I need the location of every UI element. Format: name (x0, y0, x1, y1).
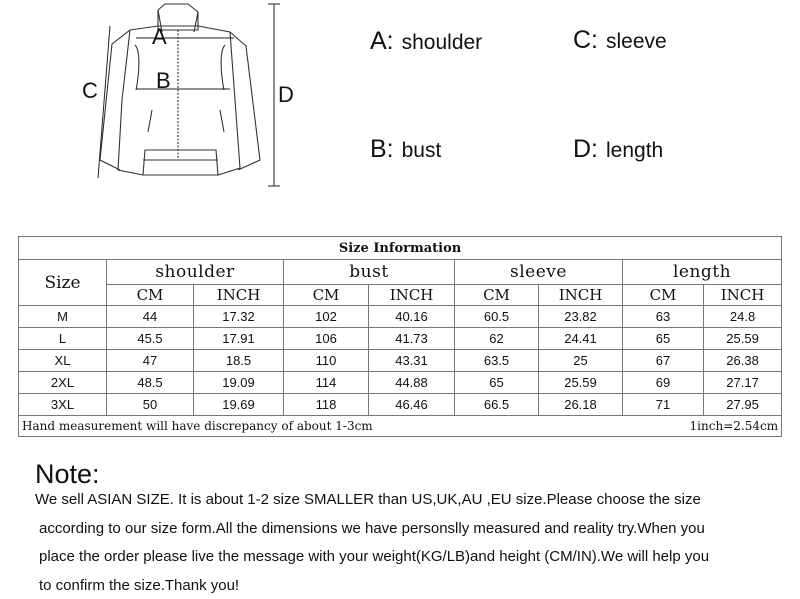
table-footer (19, 416, 782, 437)
value-cell: 44.88 (369, 372, 455, 394)
value-cell: 17.32 (194, 306, 284, 328)
value-cell: 60.5 (455, 306, 539, 328)
value-cell: 47 (107, 350, 194, 372)
value-cell: 18.5 (194, 350, 284, 372)
size-table (18, 236, 782, 437)
note-line: place the order please live the message with your weight(KG/LB)and height (CM/IN).We will help you (39, 548, 710, 565)
unit-cm: CM (284, 285, 369, 306)
note-line: We sell ASIAN SIZE. It is about 1-2 size SMALLER than US,UK,AU ,EU size.Please choose the size (35, 491, 701, 508)
value-cell: 19.09 (194, 372, 284, 394)
unit-inch: INCH (704, 285, 782, 306)
size-cell: M (19, 306, 107, 328)
value-cell: 24.41 (539, 328, 623, 350)
legend-shoulder (370, 27, 482, 56)
unit-cm: CM (455, 285, 539, 306)
unit-cm: CM (107, 285, 194, 306)
value-cell: 71 (623, 394, 704, 416)
size-rows (19, 306, 782, 416)
legend-label: shoulder (401, 31, 483, 54)
header-bust: bust (284, 260, 455, 285)
legend-bust (370, 135, 441, 164)
table-row (19, 306, 782, 328)
size-header: Size (19, 260, 107, 306)
table-row (19, 372, 782, 394)
value-cell: 45.5 (107, 328, 194, 350)
value-cell: 25 (539, 350, 623, 372)
measurement-lines (98, 4, 280, 186)
label-c: C (82, 78, 98, 103)
value-cell: 114 (284, 372, 369, 394)
value-cell: 110 (284, 350, 369, 372)
unit-inch: INCH (369, 285, 455, 306)
jacket-diagram (70, 0, 310, 192)
value-cell: 40.16 (369, 306, 455, 328)
value-cell: 48.5 (107, 372, 194, 394)
value-cell: 25.59 (704, 328, 782, 350)
legend-label: sleeve (606, 30, 667, 53)
label-a: A (152, 24, 167, 49)
inch-conversion: 1inch=2.54cm (689, 419, 779, 433)
value-cell: 102 (284, 306, 369, 328)
table-row (19, 350, 782, 372)
value-cell: 17.91 (194, 328, 284, 350)
value-cell: 106 (284, 328, 369, 350)
unit-inch: INCH (194, 285, 284, 306)
value-cell: 65 (455, 372, 539, 394)
table-row (19, 328, 782, 350)
value-cell: 118 (284, 394, 369, 416)
value-cell: 69 (623, 372, 704, 394)
legend-key: C: (573, 26, 598, 54)
size-cell: L (19, 328, 107, 350)
value-cell: 26.18 (539, 394, 623, 416)
legend-key: D: (573, 135, 598, 163)
header-sleeve: sleeve (455, 260, 623, 285)
unit-cm: CM (623, 285, 704, 306)
legend-length (573, 135, 663, 164)
value-cell: 67 (623, 350, 704, 372)
legend-key: B: (370, 135, 394, 163)
value-cell: 62 (455, 328, 539, 350)
value-cell: 23.82 (539, 306, 623, 328)
header-shoulder: shoulder (107, 260, 284, 285)
value-cell: 25.59 (539, 372, 623, 394)
value-cell: 63.5 (455, 350, 539, 372)
value-cell: 50 (107, 394, 194, 416)
value-cell: 66.5 (455, 394, 539, 416)
value-cell: 46.46 (369, 394, 455, 416)
table-row (19, 394, 782, 416)
legend-key: A: (370, 27, 394, 55)
value-cell: 27.17 (704, 372, 782, 394)
size-cell: 2XL (19, 372, 107, 394)
label-b: B (156, 68, 171, 93)
sleeve-line (98, 26, 110, 178)
unit-inch: INCH (539, 285, 623, 306)
size-cell: 3XL (19, 394, 107, 416)
value-cell: 65 (623, 328, 704, 350)
value-cell: 43.31 (369, 350, 455, 372)
value-cell: 26.38 (704, 350, 782, 372)
value-cell: 63 (623, 306, 704, 328)
table-title: Size Information (19, 237, 782, 260)
legend-sleeve (573, 26, 667, 55)
value-cell: 44 (107, 306, 194, 328)
value-cell: 27.95 (704, 394, 782, 416)
header-length: length (623, 260, 782, 285)
legend-label: length (606, 139, 664, 162)
legend-label: bust (401, 139, 442, 162)
discrepancy-note: Hand measurement will have discrepancy of about 1-3cm (22, 419, 373, 433)
value-cell: 24.8 (704, 306, 782, 328)
note-title: Note: (35, 459, 100, 489)
value-cell: 19.69 (194, 394, 284, 416)
label-d: D (278, 82, 294, 107)
note-line: according to our size form.All the dimensions we have personslly measured and reality try.When you (39, 520, 705, 537)
note-line: to confirm the size.Thank you! (39, 577, 240, 594)
size-cell: XL (19, 350, 107, 372)
value-cell: 41.73 (369, 328, 455, 350)
